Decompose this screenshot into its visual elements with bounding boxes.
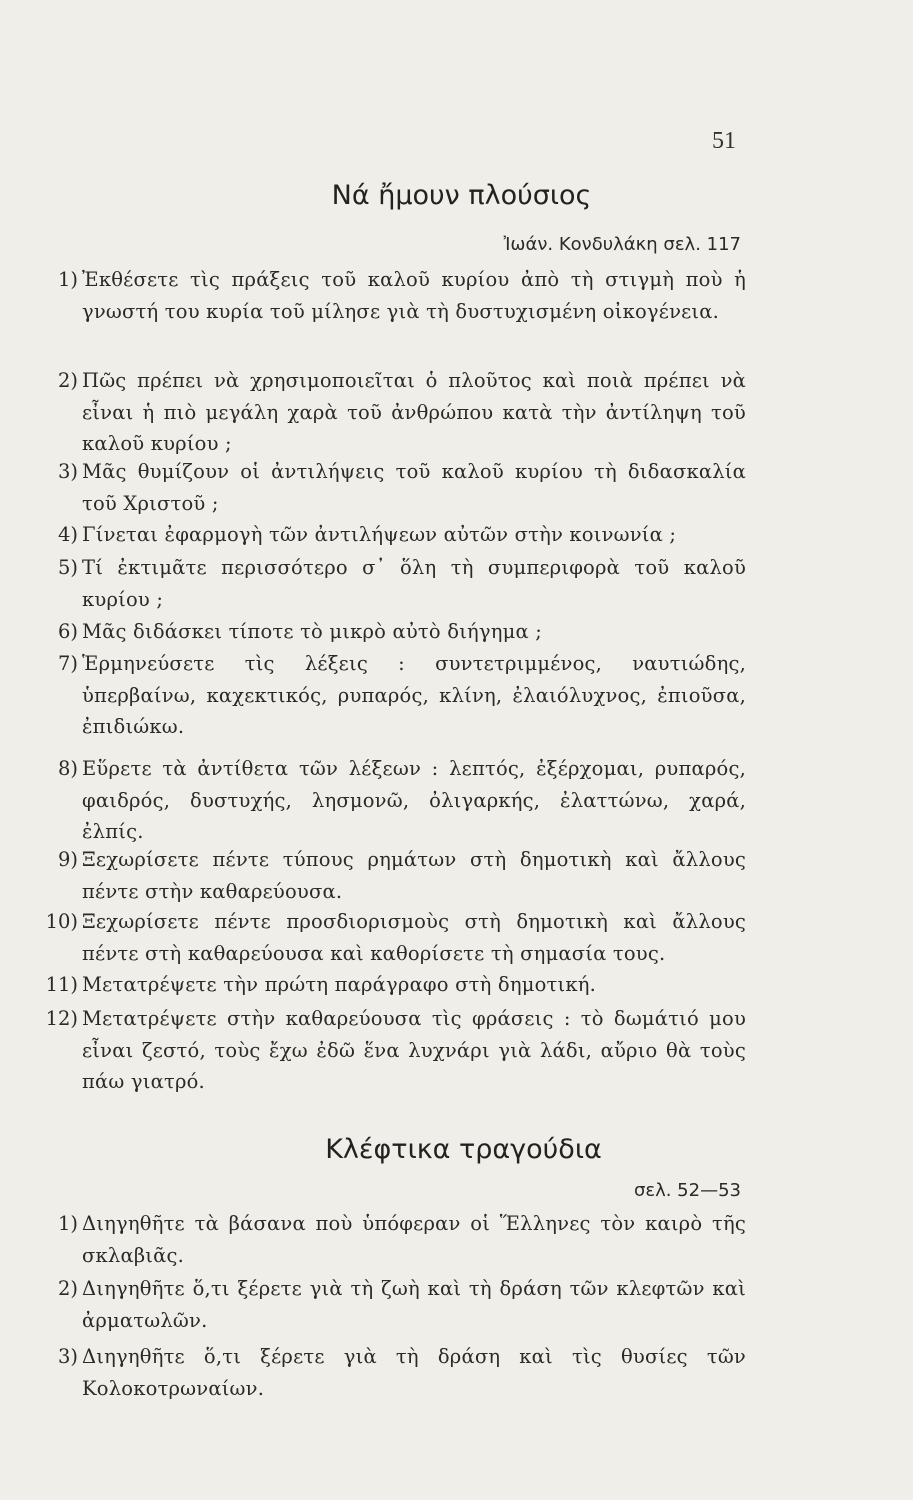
- question-text: Διηγηθῆτε τὰ βάσανα ποὺ ὑπόφεραν οἱ Ἕλληνες τὸν καιρὸ τῆς σκλαβιᾶς.: [82, 1212, 746, 1267]
- question-7: [40, 648, 746, 743]
- question-text: Γίνεται ἐφαρμογὴ τῶν ἀντιλήψεων αὐτῶν στὴν κοινωνία ;: [82, 523, 677, 546]
- question-text: Διηγηθῆτε ὅ,τι ξέρετε γιὰ τὴ ζωὴ καὶ τὴ δράση τῶν κλεφτῶν καὶ ἀρματωλῶν.: [82, 1277, 746, 1332]
- question-number: 9): [57, 848, 78, 871]
- question-text: Ἑρμηνεύσετε τὶς λέξεις : συντετριμμένος, ναυτιώδης, ὑπερβαίνω, καχεκτικός, ρυπαρός, κλίνη, ἐλαιόλυχνος, ἐπιοῦσα, ἐπιδιώκω.: [82, 652, 746, 738]
- question-number: 6): [57, 620, 78, 643]
- question-number: 12): [45, 1007, 78, 1030]
- question-5: [40, 552, 746, 615]
- question-6: [40, 616, 746, 648]
- question-number: 8): [57, 757, 78, 780]
- song-question-3: [40, 1341, 746, 1404]
- song-question-1: [40, 1208, 746, 1271]
- question-number: 1): [57, 1212, 78, 1235]
- question-11: [40, 969, 746, 1001]
- question-text: Πῶς πρέπει νὰ χρησιμοποιεῖται ὁ πλοῦτος καὶ ποιὰ πρέπει νὰ εἶναι ἡ πιὸ μεγάλη χαρὰ τοῦ ἀνθρώπου κατὰ τὴν ἀντίληψη τοῦ καλοῦ κυρίου ;: [82, 369, 746, 455]
- question-number: 5): [57, 556, 78, 579]
- section-reference-kondylakis: Ἰωάν. Κονδυλάκη σελ. 117: [503, 234, 741, 255]
- question-number: 3): [57, 1345, 78, 1368]
- question-text: Μετατρέψετε στὴν καθαρεύουσα τὶς φράσεις : τὸ δωμάτιό μου εἶναι ζεστό, τοὺς ἔχω ἐδῶ ἕνα λυχνάρι γιὰ λάδι, αὔριο θὰ τοὺς πάω γιατρό.: [82, 1007, 746, 1093]
- question-text: Μετατρέψετε τὴν πρώτη παράγραφο στὴ δημοτική.: [82, 973, 597, 996]
- question-number: 7): [57, 652, 78, 675]
- page-number: 51: [712, 128, 736, 154]
- question-3: [40, 456, 746, 519]
- question-number: 3): [57, 460, 78, 483]
- question-number: 2): [57, 369, 78, 392]
- section-title-rich: Νά ἤμουν πλούσιος: [331, 180, 592, 211]
- question-number: 2): [57, 1277, 78, 1300]
- question-text: Εὕρετε τὰ ἀντίθετα τῶν λέξεων : λεπτός, ἐξέρχομαι, ρυπαρός, φαιδρός, δυστυχής, λησμονῶ, ὀλιγαρκής, ἐλαττώνω, χαρά, ἐλπίς.: [82, 757, 746, 843]
- question-number: 11): [45, 973, 78, 996]
- section-reference-pages: σελ. 52—53: [633, 1180, 741, 1201]
- question-9: [40, 844, 746, 907]
- question-12: [40, 1003, 746, 1098]
- question-2: [40, 365, 746, 460]
- section-title-klephtic-songs: Κλέφτικα τραγούδια: [325, 1134, 602, 1165]
- question-number: 10): [45, 910, 78, 933]
- question-text: Ξεχωρίσετε πέντε τύπους ρημάτων στὴ δημοτικὴ καὶ ἄλλους πέντε στὴν καθαρεύουσα.: [82, 848, 746, 903]
- question-text: Τί ἐκτιμᾶτε περισσότερο σ᾽ ὅλη τὴ συμπεριφορὰ τοῦ καλοῦ κυρίου ;: [82, 556, 746, 611]
- song-question-2: [40, 1273, 746, 1336]
- question-1: [40, 264, 746, 327]
- question-number: 1): [57, 268, 78, 291]
- question-8: [40, 753, 746, 848]
- question-4: [40, 519, 746, 551]
- question-text: Μᾶς διδάσκει τίποτε τὸ μικρὸ αὐτὸ διήγημα ;: [82, 620, 543, 643]
- question-10: [40, 906, 746, 969]
- question-text: Μᾶς θυμίζουν οἱ ἀντιλήψεις τοῦ καλοῦ κυρίου τὴ διδασκαλία τοῦ Χριστοῦ ;: [82, 460, 746, 515]
- question-text: Ξεχωρίσετε πέντε προσδιορισμοὺς στὴ δημοτικὴ καὶ ἄλλους πέντε στὴ καθαρεύουσα καὶ καθορίσετε τὴ σημασία τους.: [82, 910, 746, 965]
- question-text: Ἐκθέσετε τὶς πράξεις τοῦ καλοῦ κυρίου ἀπὸ τὴ στιγμὴ ποὺ ἡ γνωστή του κυρία τοῦ μίλησε γιὰ τὴ δυστυχισμένη οἰκογένεια.: [82, 268, 746, 323]
- question-number: 4): [57, 523, 78, 546]
- question-text: Διηγηθῆτε ὅ,τι ξέρετε γιὰ τὴ δράση καὶ τὶς θυσίες τῶν Κολοκοτρωναίων.: [82, 1345, 746, 1400]
